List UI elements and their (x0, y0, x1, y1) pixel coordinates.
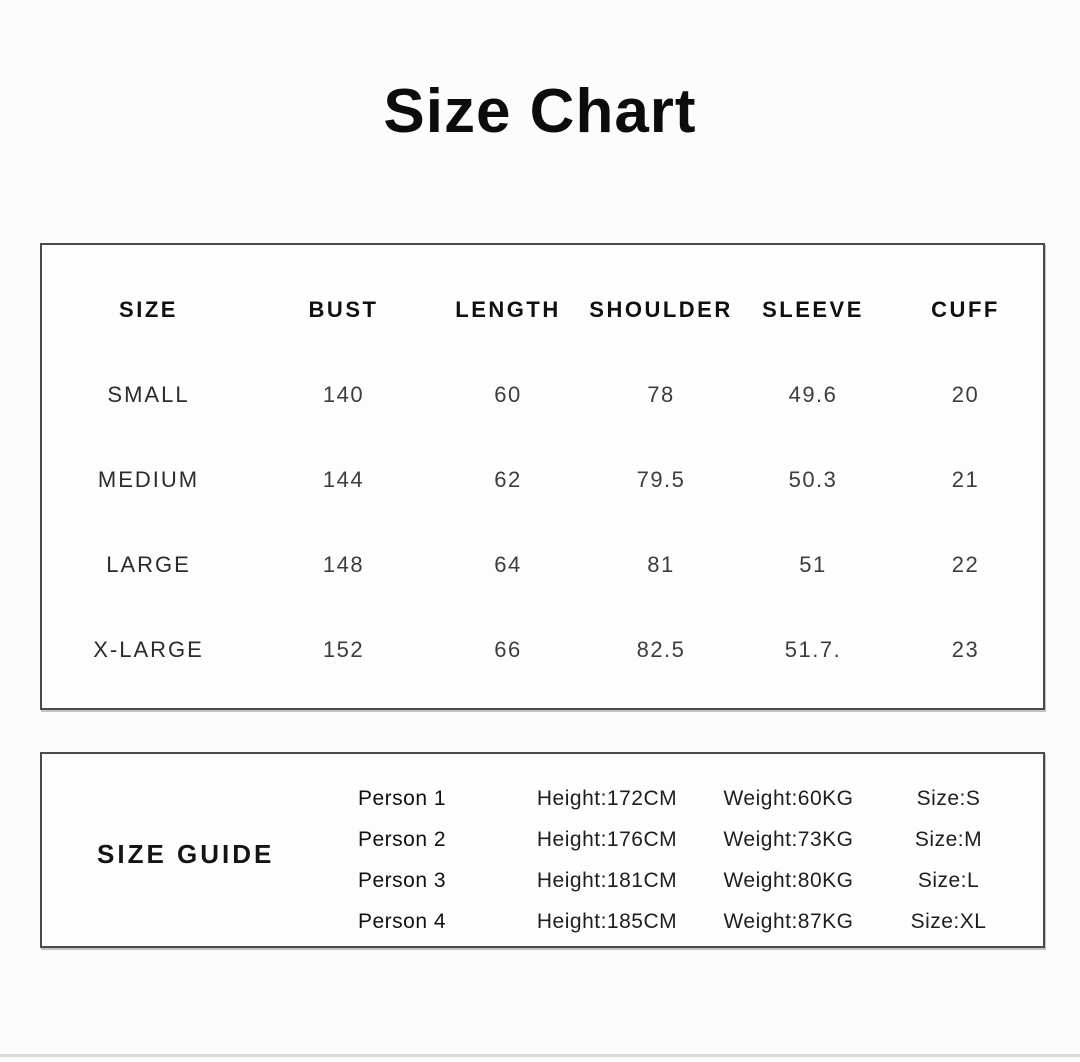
value-cell: 64 (494, 551, 522, 577)
value-cell: 82.5 (636, 636, 686, 662)
column-header-size: SIZE (119, 296, 178, 322)
column-header-bust: BUST (308, 296, 379, 322)
size-table-box (40, 243, 1045, 710)
guide-person: Person 1 (357, 786, 447, 810)
value-cell: 49.6 (788, 381, 838, 407)
page-title: Size Chart (383, 77, 697, 146)
value-cell: 140 (322, 381, 365, 407)
size-row-label-large: LARGE (106, 551, 191, 577)
photo-edge-line (0, 1054, 1080, 1057)
size-table (42, 245, 1043, 692)
value-cell: 81 (647, 551, 675, 577)
guide-size: Size:XL (910, 909, 987, 933)
value-cell: 23 (951, 636, 980, 662)
value-cell: 20 (951, 381, 980, 407)
column-header-sleeve: SLEEVE (762, 296, 864, 322)
size-row-label-small: SMALL (107, 381, 190, 407)
guide-weight: Weight:87KG (723, 909, 854, 933)
guide-size: Size:M (914, 827, 983, 851)
guide-height: Height:181CM (536, 868, 678, 892)
column-header-cuff: CUFF (931, 296, 1000, 322)
size-guide-table (292, 778, 1022, 942)
guide-person: Person 4 (357, 909, 447, 933)
value-cell: 51 (799, 551, 827, 577)
guide-weight: Weight:60KG (723, 786, 854, 810)
guide-weight: Weight:73KG (723, 827, 854, 851)
guide-size: Size:S (916, 786, 981, 810)
size-guide-box (40, 752, 1045, 948)
size-row-label-x-large: X-LARGE (93, 636, 204, 662)
value-cell: 22 (951, 551, 980, 577)
guide-height: Height:185CM (536, 909, 678, 933)
value-cell: 50.3 (788, 466, 838, 492)
guide-person: Person 3 (357, 868, 447, 892)
column-header-shoulder: SHOULDER (589, 296, 733, 322)
size-guide-label: SIZE GUIDE (97, 839, 275, 869)
size-row-label-medium: MEDIUM (97, 466, 200, 492)
value-cell: 152 (322, 636, 365, 662)
guide-person: Person 2 (357, 827, 447, 851)
guide-size: Size:L (917, 868, 980, 892)
column-header-length: LENGTH (455, 296, 561, 322)
value-cell: 78 (647, 381, 675, 407)
value-cell: 79.5 (636, 466, 686, 492)
guide-weight: Weight:80KG (723, 868, 854, 892)
value-cell: 66 (494, 636, 522, 662)
value-cell: 60 (494, 381, 522, 407)
value-cell: 144 (322, 466, 365, 492)
value-cell: 21 (951, 466, 980, 492)
value-cell: 148 (322, 551, 365, 577)
value-cell: 62 (494, 466, 522, 492)
value-cell: 51.7. (784, 636, 842, 662)
guide-height: Height:172CM (536, 786, 678, 810)
guide-height: Height:176CM (536, 827, 678, 851)
